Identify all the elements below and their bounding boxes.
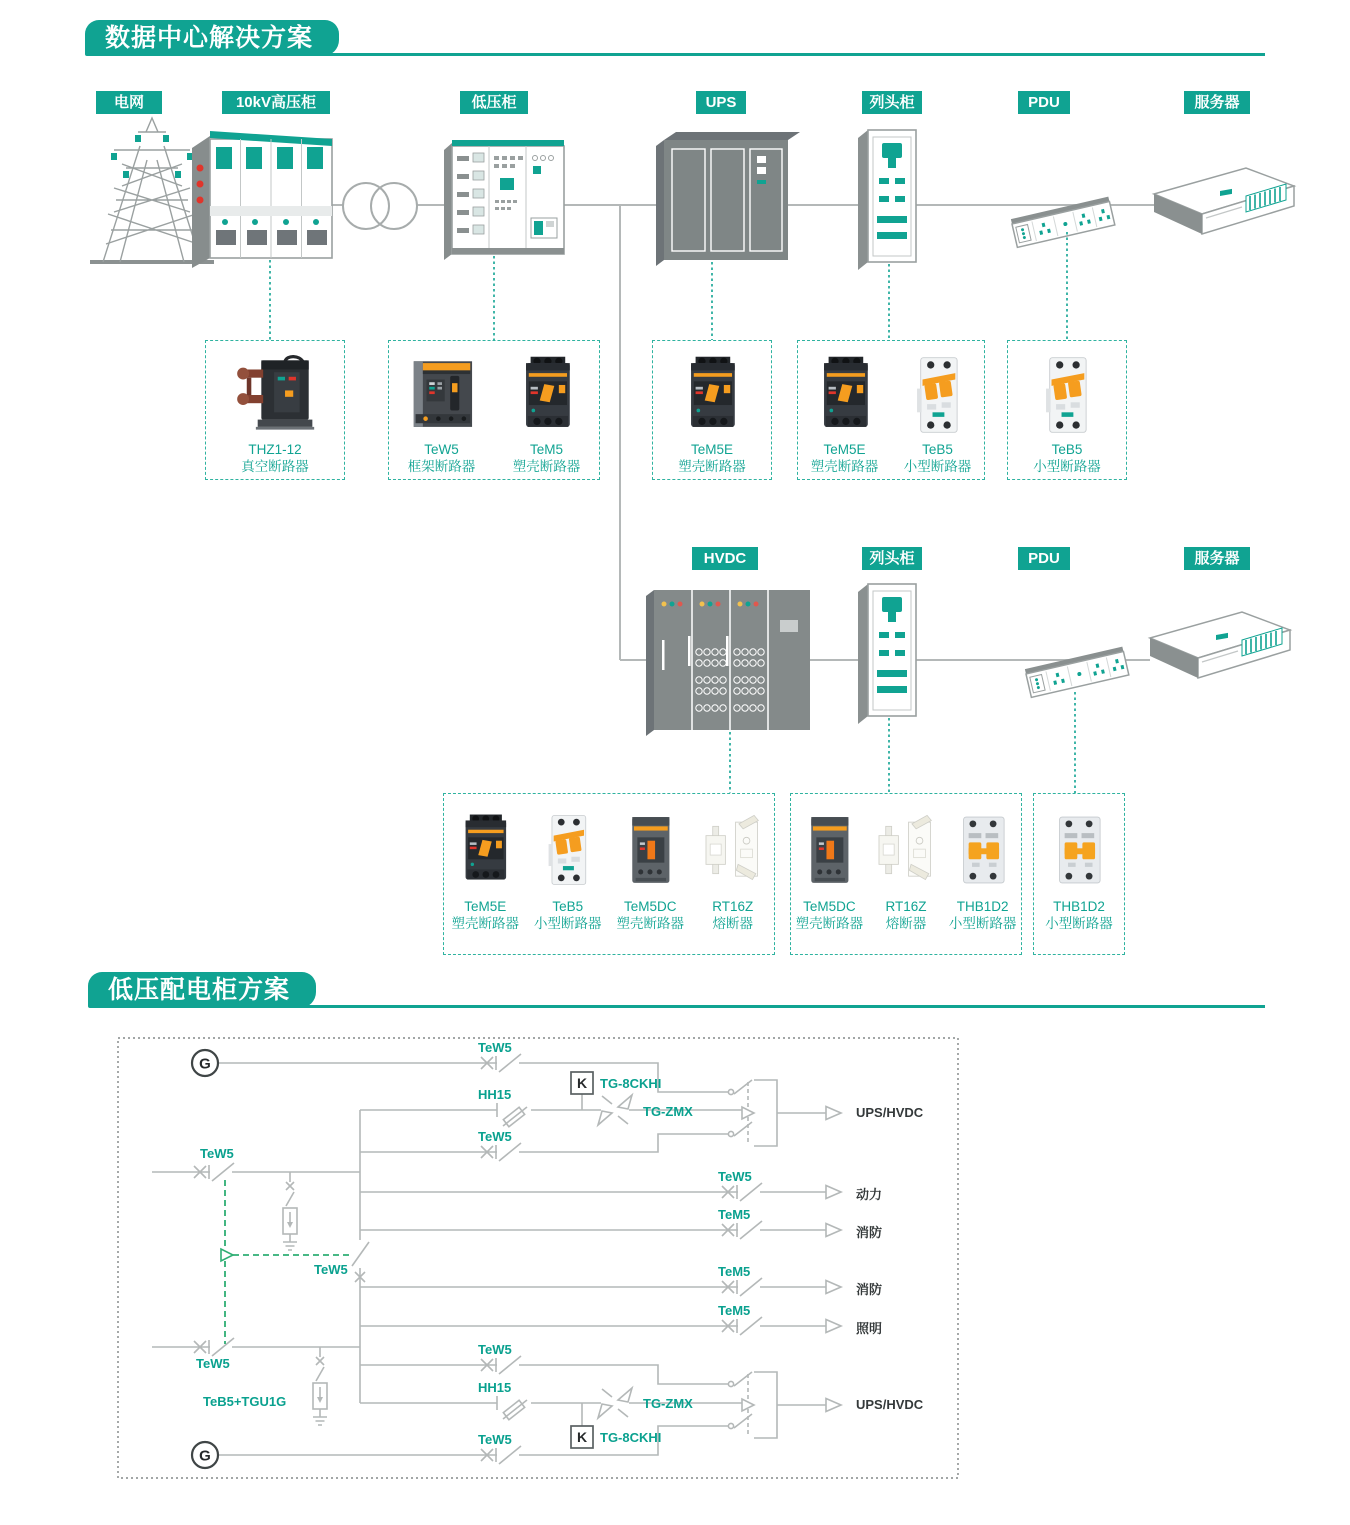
contactor-letter: K (576, 1429, 588, 1445)
product-item (399, 353, 485, 475)
tie-breaker-label: TeW5 (314, 1262, 348, 1277)
product-item (791, 806, 867, 932)
molded-case-breaker-image (804, 353, 886, 437)
chip-hv-cabinet: 10kV高压柜 (222, 91, 330, 114)
product-type: 框架断路器 (407, 459, 476, 474)
hvdc-cabinet-icon (646, 590, 810, 736)
product-type: 小型断路器 (903, 459, 972, 474)
hv-cabinet-icon (192, 131, 332, 268)
output-label-fire1: 消防 (856, 1225, 883, 1240)
mini-breaker-2p-image (945, 806, 1021, 894)
product-type: 塑壳断路器 (616, 916, 684, 931)
zmx-label-bottom: TG-ZMX (643, 1396, 693, 1411)
server-2-icon (1150, 612, 1290, 678)
fuse-switch-label-top: HH15 (478, 1087, 512, 1102)
product-box-pdu1 (1007, 340, 1127, 480)
product-type: 塑壳断路器 (678, 459, 746, 474)
contactor-node-bottom (571, 1426, 593, 1448)
one-line-circuit (118, 1038, 958, 1478)
chip-server: 服务器 (1184, 91, 1250, 114)
output-label-fire2: 消防 (856, 1282, 883, 1297)
product-model: THZ1-12 (248, 442, 302, 457)
generator-letter: G (199, 1055, 211, 1073)
fire1-feeder-breaker-label: TeM5 (718, 1207, 751, 1222)
product-model: RT16Z (885, 899, 927, 914)
product-type: 小型断路器 (1033, 459, 1101, 474)
contactor-node-top (571, 1072, 593, 1094)
zmx-label-top: TG-ZMX (643, 1104, 693, 1119)
interlock-arrow-icon (221, 1249, 233, 1261)
mini-breaker-image (897, 353, 979, 437)
mini-breaker-image (1026, 353, 1108, 437)
product-item (612, 806, 688, 932)
product-model: TeW5 (424, 442, 459, 457)
pdu-strip-2-icon (1025, 647, 1129, 698)
molded-case-breaker-dc-image (612, 806, 688, 894)
breaker-label-g-top: TeW5 (478, 1040, 512, 1055)
output-label-ups-bottom: UPS/HVDC (856, 1397, 924, 1412)
title-underline (300, 53, 1265, 56)
product-type: 小型断路器 (534, 916, 602, 931)
fuse-image (868, 806, 944, 894)
product-item (1024, 353, 1110, 475)
fire2-feeder-breaker-label: TeM5 (718, 1264, 751, 1279)
section-title-datacenter: 数据中心解决方案 (85, 20, 339, 56)
product-model: TeM5DC (623, 899, 677, 914)
molded-case-breaker-dc-image (791, 806, 867, 894)
mini-breaker-2p-image (1041, 806, 1117, 894)
product-item (504, 353, 590, 475)
product-model: THB1D2 (1053, 899, 1105, 914)
chip-ups: UPS (696, 91, 746, 114)
incoming-breaker-label-bottom: TeW5 (196, 1356, 230, 1371)
power-feeder-breaker-label: TeW5 (718, 1169, 752, 1184)
output-label-light: 照明 (856, 1321, 883, 1336)
product-model: TeB5 (1051, 442, 1083, 457)
transfer-switch-symbol (728, 1372, 777, 1438)
generator-node-top (192, 1050, 218, 1076)
lighting-feeder-breaker-label: TeM5 (718, 1303, 751, 1318)
product-type: 小型断路器 (1045, 916, 1113, 931)
product-item (447, 806, 523, 932)
surge-arrester-symbol (313, 1347, 327, 1425)
product-item (232, 353, 318, 475)
product-type: 熔断器 (885, 916, 927, 931)
product-model: RT16Z (712, 899, 754, 914)
product-box-ups (652, 340, 772, 480)
fuse-switch-label-bottom: HH15 (478, 1380, 512, 1395)
product-item (1041, 806, 1117, 932)
product-model: TeM5E (690, 442, 734, 457)
product-type: 塑壳断路器 (795, 916, 864, 931)
product-type: 熔断器 (712, 916, 753, 931)
mini-breaker-image (530, 806, 606, 894)
product-box-rowhead2 (790, 793, 1022, 955)
output-label-power: 动力 (856, 1187, 883, 1202)
molded-case-breaker-image (506, 353, 588, 437)
tg-zmx-symbol (598, 1388, 632, 1418)
section-title-lv-panel: 低压配电柜方案 (88, 972, 316, 1008)
product-item (868, 806, 944, 932)
product-item (895, 353, 981, 475)
molded-case-breaker-image (671, 353, 753, 437)
product-type: 塑壳断路器 (810, 459, 879, 474)
product-box-rowhead1 (797, 340, 985, 480)
circuit-border (118, 1038, 958, 1478)
product-model: TeM5E (823, 442, 866, 457)
product-item (945, 806, 1021, 932)
chip-pdu: PDU (1018, 91, 1070, 114)
product-item (530, 806, 606, 932)
product-type: 塑壳断路器 (512, 459, 581, 474)
chip-hvdc: HVDC (692, 547, 758, 570)
product-model: TeM5DC (803, 899, 856, 914)
output-label-ups-top: UPS/HVDC (856, 1105, 924, 1120)
tg-zmx-symbol (598, 1095, 632, 1125)
product-model: TeM5 (529, 442, 563, 457)
ups-cabinet-icon (656, 132, 800, 266)
contactor-letter: K (576, 1075, 588, 1091)
row-head-cabinet-icon (858, 130, 916, 270)
chip-server-2: 服务器 (1184, 547, 1250, 570)
product-model: TeM5E (464, 899, 507, 914)
title-underline-2 (300, 1005, 1265, 1008)
product-item (669, 353, 755, 475)
chip-lv-cabinet: 低压柜 (460, 91, 528, 114)
product-box-hv (205, 340, 345, 480)
generator-letter: G (199, 1447, 211, 1465)
product-item (695, 806, 771, 932)
fuse-image (695, 806, 771, 894)
product-box-lv (388, 340, 600, 480)
product-type: 小型断路器 (948, 916, 1017, 931)
surge-arrester-symbol (283, 1172, 297, 1250)
product-type: 塑壳断路器 (451, 916, 519, 931)
breaker-label-bus-top: TeW5 (478, 1129, 512, 1144)
transformer-icon (343, 183, 417, 229)
spd-label-bottom: TeB5+TGU1G (203, 1394, 287, 1409)
product-model: TeB5 (552, 899, 584, 914)
air-frame-breaker-image (401, 353, 483, 437)
product-model: TeB5 (922, 442, 953, 457)
chip-row-head-2: 列头柜 (862, 547, 922, 570)
product-box-hvdc (443, 793, 775, 955)
product-box-pdu2 (1033, 793, 1125, 955)
contactor-label-bottom: TG-8CKHI (600, 1430, 662, 1445)
server-icon (1154, 168, 1294, 234)
contactor-label-top: TG-8CKHI (600, 1076, 662, 1091)
chip-grid: 电网 (96, 91, 162, 114)
molded-case-breaker-image (447, 806, 523, 894)
chip-pdu-2: PDU (1018, 547, 1070, 570)
transfer-switch-symbol (728, 1080, 777, 1146)
breaker-label-g-bottom: TeW5 (478, 1432, 512, 1447)
vacuum-breaker-image (234, 353, 316, 437)
incoming-breaker-label-top: TeW5 (200, 1146, 234, 1161)
lv-cabinet-icon (444, 140, 564, 260)
product-type: 真空断路器 (241, 459, 309, 474)
row-head-cabinet-2-icon (858, 584, 916, 724)
chip-row-head: 列头柜 (862, 91, 922, 114)
product-item (802, 353, 888, 475)
product-model: THB1D2 (956, 899, 1009, 914)
generator-node-bottom (192, 1442, 218, 1468)
breaker-label-bus-bottom: TeW5 (478, 1342, 512, 1357)
